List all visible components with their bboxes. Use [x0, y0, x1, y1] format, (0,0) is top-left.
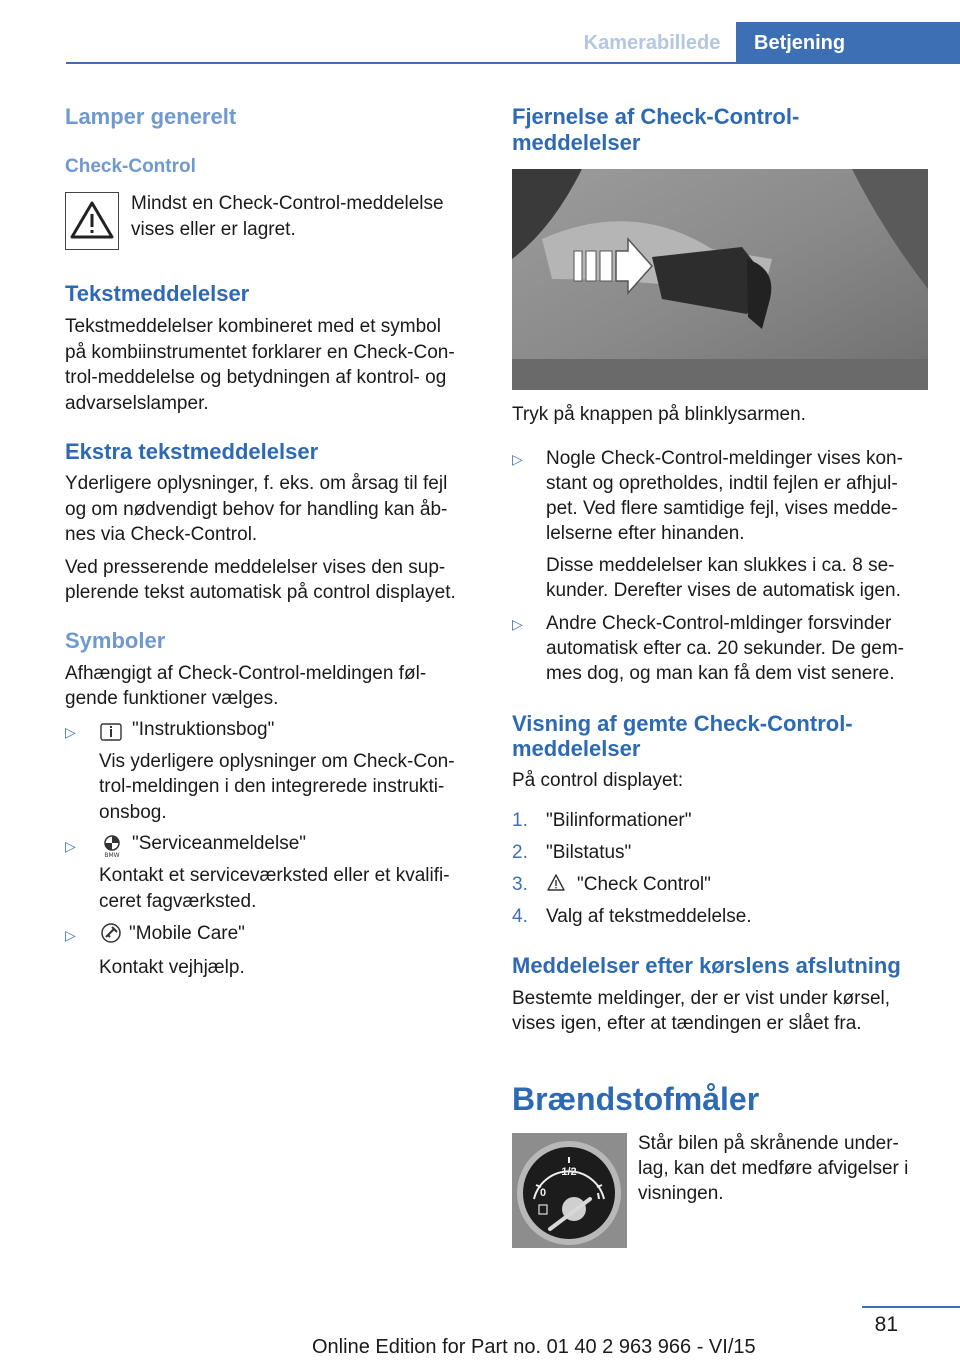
header-rule — [66, 62, 960, 64]
ekstra-line: Yderligere oplysninger, f. eks. om årsag til fejl — [65, 473, 448, 494]
tekst-line: advarselslamper. — [65, 393, 209, 414]
tekst-line: Tekstmeddelelser kombineret med et symbol — [65, 316, 441, 337]
presser-line: Ved presserende meddelelser vises den sup‐ — [65, 557, 446, 578]
bullet-line: stant og opretholdes, indtil fejlen er afhjul‐ — [546, 473, 898, 494]
item-line: Kontakt et serviceværksted eller et kvalifi‐ — [99, 865, 450, 886]
bullet-triangle-icon: ▷ — [512, 616, 523, 632]
warning-symbol-box — [65, 192, 119, 250]
book-icon — [99, 722, 123, 742]
footer-rule — [862, 1306, 960, 1308]
heading-visning-1: Visning af gemte Check-Control- — [512, 711, 853, 736]
bullet-triangle-icon: ▷ — [65, 927, 76, 943]
check-control-text-1: Mindst en Check-Control-meddelelse — [131, 193, 444, 214]
bullet-line: Andre Check-Control-mldinger forsvinder — [546, 613, 892, 634]
bullet-line: kunder. Derefter vises de automatisk igen. — [546, 580, 901, 601]
turn-signal-stalk-photo — [512, 169, 928, 390]
heading-check-control: Check-Control — [65, 156, 196, 177]
step-text: "Bilstatus" — [546, 842, 632, 863]
step-text: "Check Control" — [577, 874, 711, 895]
warning-triangle-icon — [66, 193, 118, 249]
efter-line: vises igen, efter at tændingen er slået fra. — [512, 1013, 862, 1034]
paa-control-text: På control displayet: — [512, 770, 684, 791]
tekst-line: trol-meddelelse og betydningen af kontrol- og — [65, 367, 447, 388]
heading-visning-2: meddelelser — [512, 736, 641, 761]
efter-line: Bestemte meldinger, der er vist under kørsel, — [512, 988, 891, 1009]
mobile-care-icon — [99, 921, 123, 945]
bmw-service-icon — [98, 834, 126, 858]
gauge-zero-label: 0 — [539, 1187, 547, 1199]
bullet-triangle-icon: ▷ — [65, 838, 76, 854]
fuel-gauge-image — [512, 1133, 627, 1248]
heading-fjernelse-1: Fjernelse af Check-Control- — [512, 104, 800, 129]
warning-triangle-icon — [546, 873, 566, 893]
item-line: onsbog. — [99, 802, 167, 823]
item-line: trol-meldingen i den integrerede instrukti‐ — [99, 776, 445, 797]
symboler-line: Afhængigt af Check-Control-meldingen føl‐ — [65, 663, 427, 684]
check-control-text-2: vises eller er lagret. — [131, 219, 296, 240]
step-number: 1. — [512, 810, 528, 831]
presser-line: plerende tekst automatisk på control displayet. — [65, 582, 456, 603]
bullet-triangle-icon: ▷ — [65, 724, 76, 740]
bullet-line: lelserne efter hinanden. — [546, 523, 745, 544]
braend-line: Står bilen på skrånende under‐ — [638, 1133, 899, 1154]
item-title-instruktionsbog: "Instruktionsbog" — [132, 719, 275, 740]
page-number: 81 — [874, 1313, 898, 1336]
item-line: Kontakt vejhjælp. — [99, 957, 245, 978]
item-line: Vis yderligere oplysninger om Check-Con‐ — [99, 751, 455, 772]
footer-edition: Online Edition for Part no. 01 40 2 963 966 - VI/15 — [312, 1336, 756, 1358]
item-title-mobile-care: "Mobile Care" — [129, 923, 245, 944]
step-number: 3. — [512, 874, 528, 895]
symboler-line: gende funktioner vælges. — [65, 688, 279, 709]
heading-braendstofmaaler: Brændstofmåler — [512, 1081, 760, 1117]
step-text: Valg af tekstmeddelelse. — [546, 906, 752, 927]
ekstra-line: nes via Check-Control. — [65, 524, 258, 545]
bullet-line: Disse meddelelser kan slukkes i ca. 8 se‐ — [546, 555, 895, 576]
item-line: ceret fagværksted. — [99, 891, 257, 912]
svg-text:BMW: BMW — [104, 852, 120, 858]
heading-tekstmeddelelser: Tekstmeddelelser — [65, 281, 250, 306]
heading-meddelelser-efter: Meddelelser efter kørslens afslutning — [512, 953, 901, 978]
step-text: "Bilinformationer" — [546, 810, 692, 831]
heading-lamper-generelt: Lamper generelt — [65, 104, 237, 129]
tryk-text: Tryk på knappen på blinklysarmen. — [512, 404, 806, 425]
tekst-line: på kombiinstrumentet forklarer en Check-Con‐ — [65, 342, 455, 363]
bullet-line: Nogle Check-Control-meldinger vises kon‐ — [546, 448, 903, 469]
braend-line: visningen. — [638, 1183, 724, 1204]
header-tab-kamerabillede[interactable]: Kamerabillede — [583, 32, 721, 54]
step-number: 4. — [512, 906, 528, 927]
gauge-half-label: 1/2 — [561, 1166, 577, 1178]
heading-fjernelse-2: meddelelser — [512, 130, 641, 155]
ekstra-line: og om nødvendigt behov for handling kan åb‐ — [65, 499, 448, 520]
bullet-line: automatisk efter ca. 20 sekunder. De gem‐ — [546, 638, 905, 659]
bullet-line: pet. Ved flere samtidige fejl, vises medde‐ — [546, 498, 898, 519]
step-number: 2. — [512, 842, 528, 863]
header-tab-betjening[interactable]: Betjening — [736, 22, 960, 62]
item-title-serviceanmeldelse: "Serviceanmeldelse" — [132, 833, 307, 854]
heading-ekstra-tekstmeddelelser: Ekstra tekstmeddelelser — [65, 439, 319, 464]
bullet-line: mes dog, og man kan få dem vist senere. — [546, 663, 895, 684]
bullet-triangle-icon: ▷ — [512, 451, 523, 467]
heading-symboler: Symboler — [65, 628, 166, 653]
braend-line: lag, kan det medføre afvigelser i — [638, 1158, 909, 1179]
